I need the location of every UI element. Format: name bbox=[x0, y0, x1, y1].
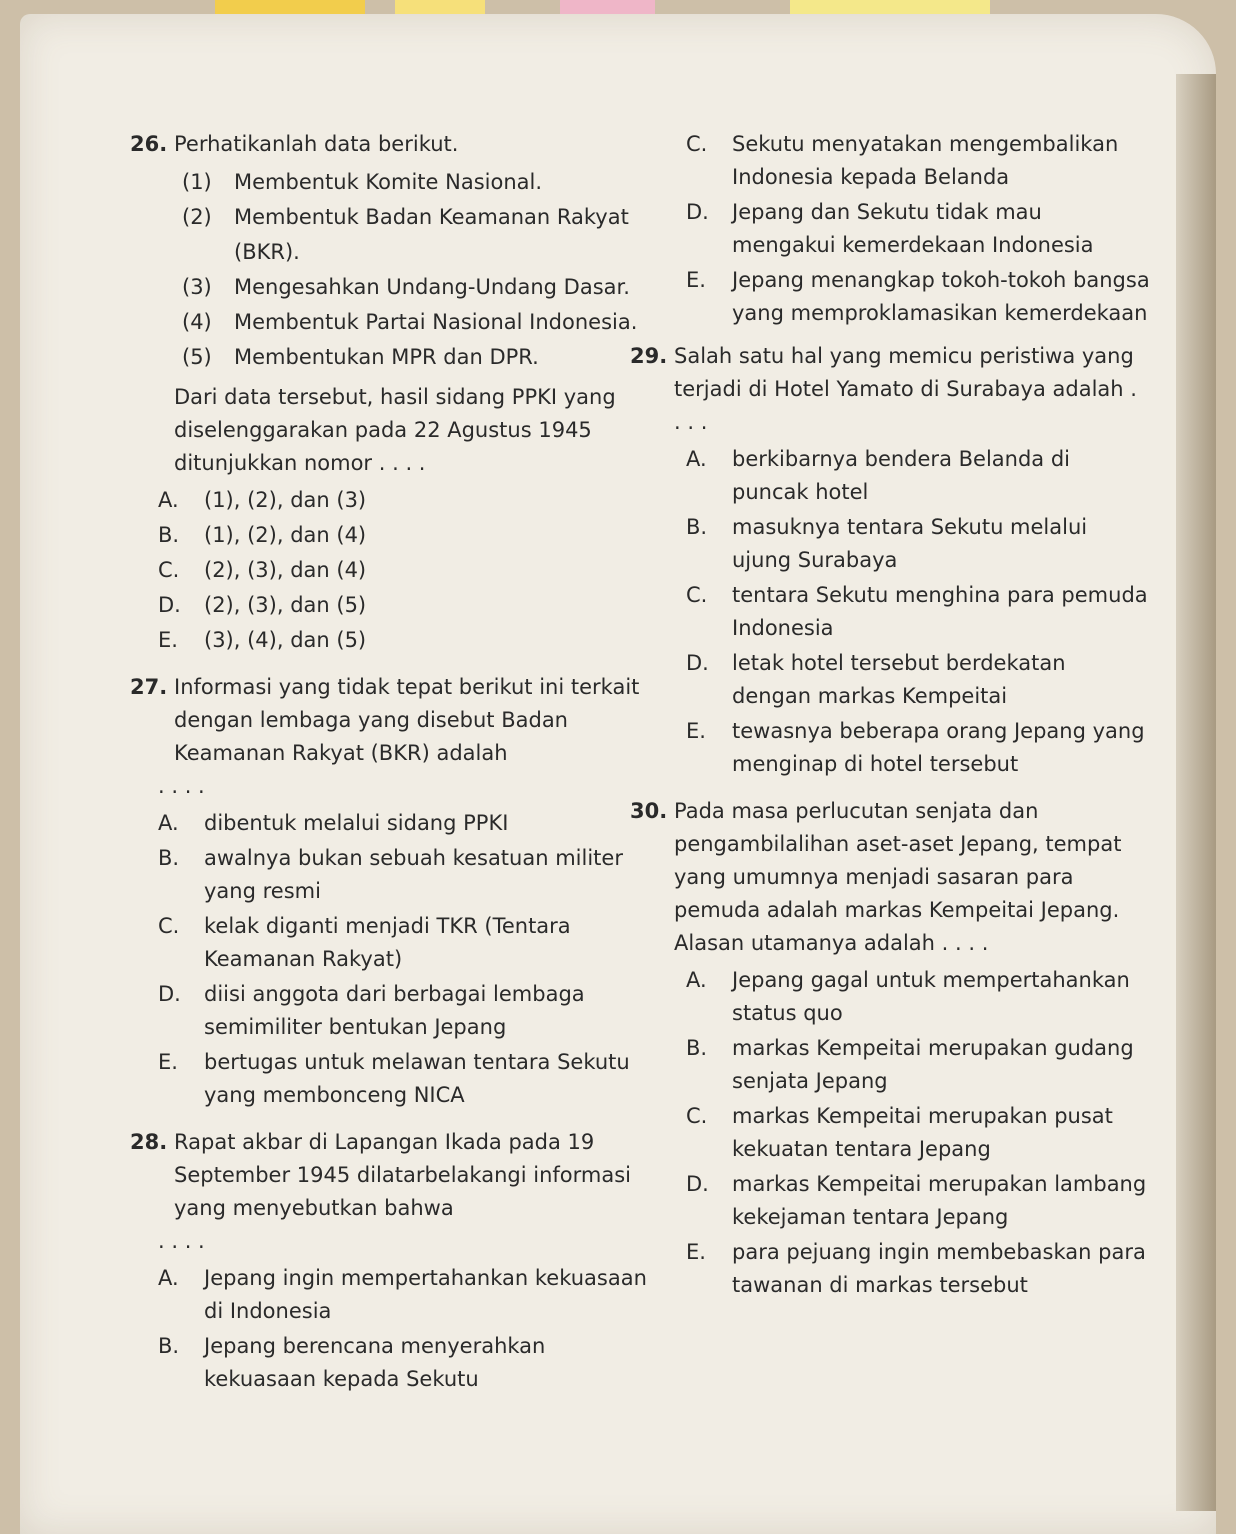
question-number: 29. bbox=[630, 344, 668, 368]
option-b[interactable] bbox=[686, 1032, 1150, 1098]
item-label: (2) bbox=[182, 205, 212, 229]
option-a[interactable] bbox=[158, 1262, 650, 1328]
question-number: 27. bbox=[130, 675, 168, 699]
option-text: letak hotel tersebut berdekatan dengan markas Kempeitai bbox=[732, 651, 1066, 708]
option-text: Jepang menangkap tokoh-tokoh bangsa yang memproklamasikan kemerdekaan bbox=[732, 268, 1150, 325]
option-b[interactable] bbox=[158, 1330, 650, 1396]
option-a[interactable] bbox=[686, 964, 1150, 1030]
answer-options bbox=[686, 443, 1150, 781]
option-label: D. bbox=[686, 1172, 709, 1196]
option-label: A. bbox=[686, 447, 707, 471]
option-text: (3), (4), dan (5) bbox=[204, 628, 367, 652]
option-text: (1), (2), dan (4) bbox=[204, 523, 367, 547]
item-text: Membentuk Komite Nasional. bbox=[234, 170, 543, 194]
option-a[interactable] bbox=[158, 484, 650, 517]
option-text: Jepang gagal untuk mempertahankan status quo bbox=[732, 968, 1130, 1025]
option-label: C. bbox=[158, 914, 180, 938]
item-label: (5) bbox=[182, 345, 212, 369]
option-label: B. bbox=[158, 523, 180, 547]
question-prompt: Dari data tersebut, hasil sidang PPKI yang diselenggarakan pada 22 Agustus 1945 ditunjukkan nomor . . . . bbox=[174, 385, 616, 475]
option-text: Jepang berencana menyerahkan kekuasaan kepada Sekutu bbox=[204, 1334, 546, 1391]
option-text: tentara Sekutu menghina para pemuda Indonesia bbox=[732, 583, 1148, 640]
option-text: Jepang ingin mempertahankan kekuasaan di Indonesia bbox=[204, 1266, 647, 1323]
data-item bbox=[182, 200, 650, 270]
option-d[interactable] bbox=[158, 589, 650, 622]
option-e[interactable] bbox=[158, 624, 650, 657]
option-label: A. bbox=[686, 968, 707, 992]
option-a[interactable] bbox=[686, 443, 1150, 509]
option-label: E. bbox=[686, 719, 706, 743]
data-item bbox=[182, 305, 650, 340]
option-text: kelak diganti menjadi TKR (Tentara Keamanan Rakyat) bbox=[204, 914, 571, 971]
question-text: Perhatikanlah data berikut. bbox=[174, 132, 459, 156]
data-item bbox=[182, 270, 650, 305]
option-label: B. bbox=[158, 846, 180, 870]
option-label: D. bbox=[158, 982, 181, 1006]
option-label: C. bbox=[686, 1104, 708, 1128]
question-text: Informasi yang tidak tepat berikut ini terkait dengan lembaga yang disebut Badan Keamanan Rakyat (BKR) adalah bbox=[174, 675, 640, 765]
question-text: Pada masa perlucutan senjata dan pengambilalihan aset-aset Jepang, tempat yang umumnya menjadi sasaran para pemuda adalah markas Kempeitai Jepang. Alasan utamanya adalah . . . . bbox=[674, 799, 1122, 955]
option-text: Jepang dan Sekutu tidak mau mengakui kemerdekaan Indonesia bbox=[732, 200, 1094, 257]
option-label: C. bbox=[686, 583, 708, 607]
option-text: markas Kempeitai merupakan pusat kekuatan tentara Jepang bbox=[732, 1104, 1113, 1161]
answer-options bbox=[686, 964, 1150, 1302]
option-text: tewasnya beberapa orang Jepang yang menginap di hotel tersebut bbox=[732, 719, 1145, 776]
option-e[interactable] bbox=[158, 1046, 650, 1112]
data-list bbox=[182, 165, 650, 375]
answer-options bbox=[158, 1262, 650, 1396]
option-d[interactable] bbox=[686, 196, 1150, 262]
question-number: 26. bbox=[130, 132, 168, 156]
page-edge bbox=[1176, 74, 1216, 1511]
item-text: Mengesahkan Undang-Undang Dasar. bbox=[234, 275, 630, 299]
option-text: para pejuang ingin membebaskan para tawanan di markas tersebut bbox=[732, 1240, 1146, 1297]
option-label: C. bbox=[686, 132, 708, 156]
option-label: A. bbox=[158, 811, 179, 835]
option-label: A. bbox=[158, 488, 179, 512]
option-label: B. bbox=[686, 1036, 708, 1060]
option-label: E. bbox=[158, 628, 178, 652]
option-text: bertugas untuk melawan tentara Sekutu yang membonceng NICA bbox=[204, 1050, 630, 1107]
option-label: D. bbox=[686, 200, 709, 224]
item-label: (1) bbox=[182, 170, 212, 194]
question-text: Salah satu hal yang memicu peristiwa yang terjadi di Hotel Yamato di Surabaya adalah . . . . bbox=[674, 344, 1137, 434]
option-b[interactable] bbox=[686, 511, 1150, 577]
question-number: 28. bbox=[130, 1130, 168, 1154]
option-b[interactable] bbox=[158, 842, 650, 908]
data-item bbox=[182, 165, 650, 200]
option-text: masuknya tentara Sekutu melalui ujung Surabaya bbox=[732, 515, 1088, 572]
option-text: (2), (3), dan (4) bbox=[204, 558, 367, 582]
option-text: markas Kempeitai merupakan gudang senjata Jepang bbox=[732, 1036, 1134, 1093]
option-text: (1), (2), dan (3) bbox=[204, 488, 367, 512]
option-label: D. bbox=[158, 593, 181, 617]
question-28 bbox=[130, 1126, 650, 1396]
left-column bbox=[130, 128, 650, 1410]
option-c[interactable] bbox=[158, 910, 650, 976]
option-e[interactable] bbox=[686, 264, 1150, 330]
option-d[interactable] bbox=[686, 647, 1150, 713]
answer-options bbox=[158, 807, 650, 1112]
option-text: diisi anggota dari berbagai lembaga semimiliter bentukan Jepang bbox=[204, 982, 585, 1039]
question-27 bbox=[130, 671, 650, 1112]
question-29 bbox=[630, 340, 1150, 781]
answer-options bbox=[158, 484, 650, 657]
item-text: Membentukan MPR dan DPR. bbox=[234, 345, 539, 369]
item-text: Membentuk Badan Keamanan Rakyat (BKR). bbox=[234, 205, 629, 264]
option-d[interactable] bbox=[158, 978, 650, 1044]
question-26 bbox=[130, 128, 650, 657]
option-label: C. bbox=[158, 558, 180, 582]
option-label: B. bbox=[158, 1334, 180, 1358]
option-label: E. bbox=[158, 1050, 178, 1074]
option-text: berkibarnya bendera Belanda di puncak hotel bbox=[732, 447, 1070, 504]
right-column bbox=[630, 128, 1150, 1316]
question-dots: . . . . bbox=[158, 1229, 205, 1253]
option-text: markas Kempeitai merupakan lambang kekejaman tentara Jepang bbox=[732, 1172, 1147, 1229]
option-c[interactable] bbox=[686, 128, 1150, 194]
item-label: (4) bbox=[182, 310, 212, 334]
option-e[interactable] bbox=[686, 1236, 1150, 1302]
option-c[interactable] bbox=[158, 554, 650, 587]
option-label: E. bbox=[686, 1240, 706, 1264]
question-number: 30. bbox=[630, 799, 668, 823]
option-b[interactable] bbox=[158, 519, 650, 552]
data-item bbox=[182, 340, 650, 375]
item-text: Membentuk Partai Nasional Indonesia. bbox=[234, 310, 638, 334]
question-dots: . . . . bbox=[158, 774, 205, 798]
question-text: Rapat akbar di Lapangan Ikada pada 19 September 1945 dilatarbelakangi informasi yang menyebutkan bahwa bbox=[174, 1130, 631, 1220]
option-text: awalnya bukan sebuah kesatuan militer yang resmi bbox=[204, 846, 623, 903]
option-e[interactable] bbox=[686, 715, 1150, 781]
option-a[interactable] bbox=[158, 807, 650, 840]
question-28-options-continued bbox=[686, 128, 1150, 330]
option-text: dibentuk melalui sidang PPKI bbox=[204, 811, 509, 835]
option-label: B. bbox=[686, 515, 708, 539]
option-c[interactable] bbox=[686, 1100, 1150, 1166]
question-30 bbox=[630, 795, 1150, 1302]
item-label: (3) bbox=[182, 275, 212, 299]
option-label: A. bbox=[158, 1266, 179, 1290]
option-text: (2), (3), dan (5) bbox=[204, 593, 367, 617]
option-text: Sekutu menyatakan mengembalikan Indonesia kepada Belanda bbox=[732, 132, 1119, 189]
option-label: E. bbox=[686, 268, 706, 292]
option-c[interactable] bbox=[686, 579, 1150, 645]
option-d[interactable] bbox=[686, 1168, 1150, 1234]
option-label: D. bbox=[686, 651, 709, 675]
